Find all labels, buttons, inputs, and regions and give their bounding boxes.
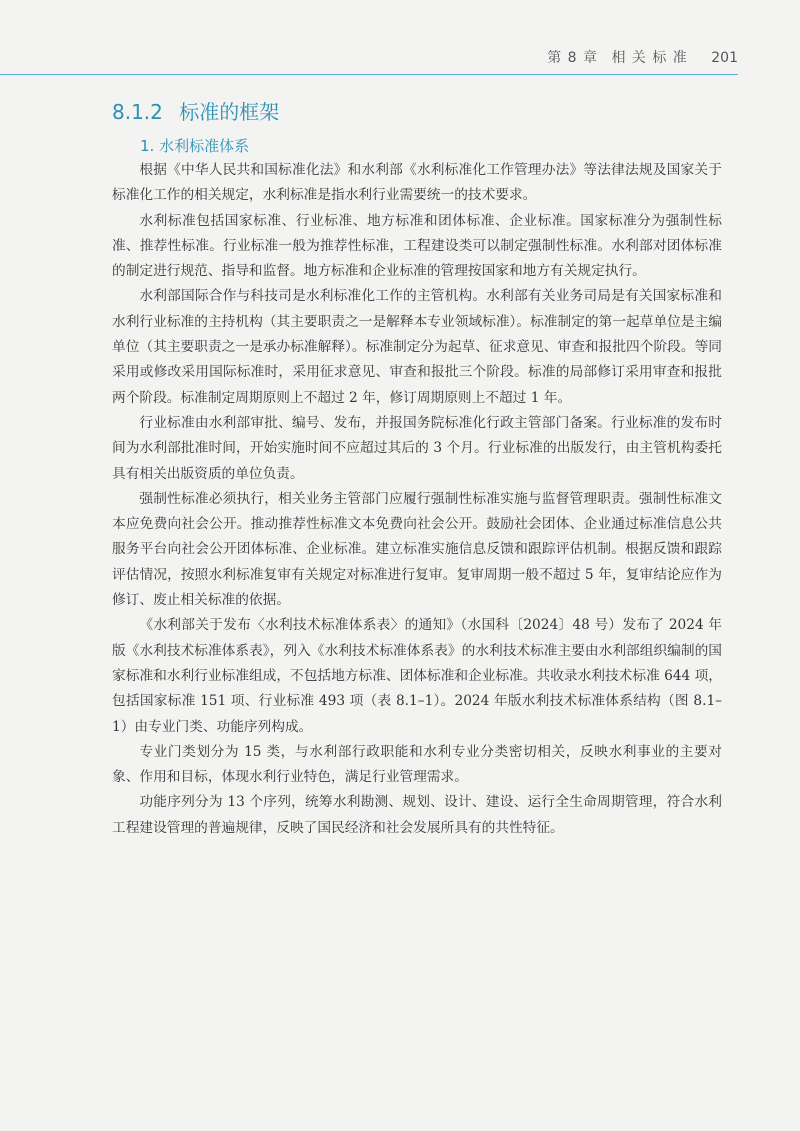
page-number: 201 xyxy=(711,50,738,66)
header-rule xyxy=(0,74,738,75)
paragraph: 水利部国际合作与科技司是水利标准化工作的主管机构。水利部有关业务司局是有关国家标准和水利行业标准的主持机构（其主要职责之一是解释本专业领域标准）。标准制定的第一起草单位是主编单位（其主要职责之一是承办标准解释）。标准制定分为起草、征求意见、审查和报批四个阶段。等同采用或修改采用国际标准时，采用征求意见、审查和报批三个阶段。标准的局部修订采用审查和报批两个阶段。标准制定周期原则上不超过 2 年，修订周期原则上不超过 1 年。 xyxy=(112,288,722,406)
subsection-heading: 1. 水利标准体系 xyxy=(140,137,250,155)
paragraph: 《水利部关于发布〈水利技术标准体系表〉的通知》（水国科〔2024〕48 号）发布了 2024 年版《水利技术标准体系表》，列入《水利技术标准体系表》的水利技术标准主要由水利部组织编制的国家标准和水利行业标准组成，不包括地方标准、团体标准和企业标准。共收录水利技术标准 644 项，包括国家标准 151 项、行业标准 493 项（表 8.1–1）。2024 年版水利技术标准体系结构（图 8.1–1）由专业门类、功能序列构成。 xyxy=(112,617,722,735)
running-header xyxy=(547,47,738,67)
body-text xyxy=(112,158,722,841)
section-heading xyxy=(112,96,279,125)
chapter-number: 第 8 章 xyxy=(547,50,598,66)
section-number: 8.1.2 xyxy=(112,100,163,124)
paragraph: 强制性标准必须执行，相关业务主管部门应履行强制性标准实施与监督管理职责。强制性标准文本应免费向社会公开。推动推荐性标准文本免费向社会公开。鼓励社会团体、企业通过标准信息公共服务平台向社会公开团体标准、企业标准。建立标准实施信息反馈和跟踪评估机制。根据反馈和跟踪评估情况，按照水利标准复审有关规定对标准进行复审。复审周期一般不超过 5 年，复审结论应作为修订、废止相关标准的依据。 xyxy=(112,490,722,609)
paragraph: 功能序列分为 13 个序列，统筹水利勘测、规划、设计、建设、运行全生命周期管理，符合水利工程建设管理的普遍规律，反映了国民经济和社会发展所具有的共性特征。 xyxy=(112,794,722,836)
section-title: 标准的框架 xyxy=(179,100,280,124)
paragraph: 行业标准由水利部审批、编号、发布，并报国务院标准化行政主管部门备案。行业标准的发布时间为水利部批准时间，开始实施时间不应超过其后的 3 个月。行业标准的出版发行，由主管机构委托具有相关出版资质的单位负责。 xyxy=(112,414,722,482)
paragraph: 水利标准包括国家标准、行业标准、地方标准和团体标准、企业标准。国家标准分为强制性标准、推荐性标准。行业标准一般为推荐性标准，工程建设类可以制定强制性标准。水利部对团体标准的制定进行规范、指导和监督。地方标准和企业标准的管理按国家和地方有关规定执行。 xyxy=(112,212,722,280)
chapter-title: 相 关 标 准 xyxy=(611,50,688,66)
paragraph: 专业门类划分为 15 类，与水利部行政职能和水利专业分类密切相关，反映水利事业的主要对象、作用和目标，体现水利行业特色，满足行业管理需求。 xyxy=(112,743,722,786)
paragraph: 根据《中华人民共和国标准化法》和水利部《水利标准化工作管理办法》等法律法规及国家关于标准化工作的相关规定，水利标准是指水利行业需要统一的技术要求。 xyxy=(112,162,722,204)
